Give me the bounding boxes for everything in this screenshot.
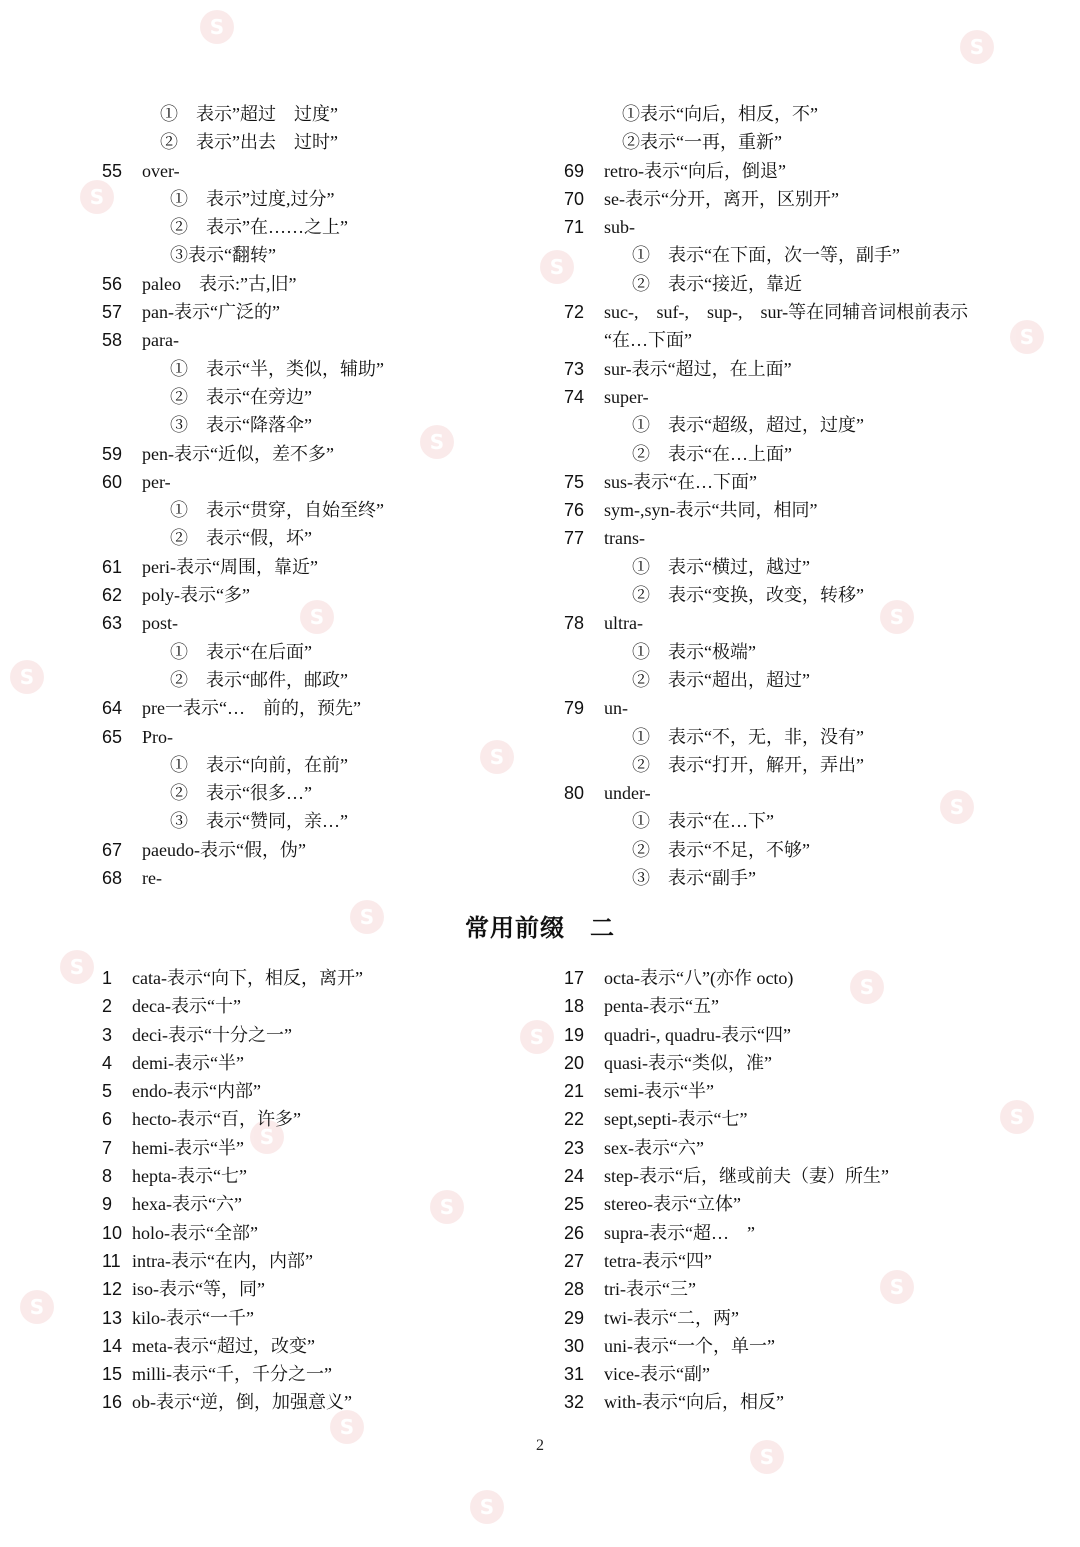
entry-text: supra-表示“超… ” (604, 1222, 755, 1243)
entry-number: 31 (564, 1364, 585, 1385)
prefix-entry (102, 836, 542, 864)
prefix-entry (564, 1049, 1044, 1077)
entry-text: deci-表示“十分之一” (132, 1024, 292, 1045)
entry-text: se-表示“分开，离开，区别开” (604, 188, 839, 209)
entry-text: “在…下面” (604, 330, 692, 351)
prefix-entry (564, 1105, 1044, 1133)
prefix-entry (564, 355, 1044, 383)
prefix-entry (564, 1077, 1044, 1105)
entry-number: 10 (102, 1222, 123, 1243)
prefix-entry (564, 1388, 1044, 1416)
entry-number: 57 (102, 302, 123, 323)
entry-text: suc-, suf-, sup-, sur-等在同辅音词根前表示 (604, 302, 969, 323)
entry-text: sept,septi-表示“七” (604, 1109, 748, 1130)
prefix-subentry (102, 241, 542, 269)
entry-text: penta-表示“五” (604, 996, 719, 1017)
entry-text: quasi-表示“类似，准” (604, 1052, 772, 1073)
prefix-entry (102, 298, 542, 326)
entry-number: 13 (102, 1307, 123, 1328)
entry-text: ② 表示“假，坏” (170, 528, 312, 549)
entry-text: super- (604, 386, 649, 407)
prefix-entry (102, 609, 542, 637)
entry-number: 6 (102, 1109, 113, 1130)
entry-text: ① 表示“在后面” (170, 641, 312, 662)
entry-number: 30 (564, 1335, 585, 1356)
entry-text: retro-表示“向后，倒退” (604, 160, 786, 181)
entry-number: 60 (102, 471, 123, 492)
prefix-entry (102, 326, 542, 354)
prefix-entry (102, 1332, 542, 1360)
prefix-entry (102, 1134, 542, 1162)
prefix-entry (102, 1049, 542, 1077)
prefix-subentry (102, 213, 542, 241)
entry-number: 78 (564, 613, 585, 634)
entry-text: Pro- (142, 726, 173, 747)
entry-text: ②表示“一再，重新” (622, 132, 782, 153)
entry-number: 19 (564, 1024, 585, 1045)
prefix-entry (564, 298, 1044, 326)
prefix-list-bottom-left (102, 964, 542, 1417)
entry-number: 12 (102, 1279, 123, 1300)
prefix-subentry (564, 723, 1044, 751)
prefix-list-bottom-right (564, 964, 1044, 1417)
entry-number: 59 (102, 443, 123, 464)
entry-text: para- (142, 330, 179, 351)
entry-number: 64 (102, 698, 123, 719)
prefix-entry (564, 1190, 1044, 1218)
entry-text: ① 表示”超过 过度” (160, 104, 338, 124)
entry-text: meta-表示“超过，改变” (132, 1335, 315, 1356)
entry-text: sub- (604, 217, 635, 238)
prefix-subentry (564, 411, 1044, 439)
entry-text: ② 表示”出去 过时” (160, 132, 338, 153)
prefix-subentry (564, 864, 1044, 892)
entry-text: pan-表示“广泛的” (142, 302, 280, 323)
entry-text: ② 表示“接近，靠近 (632, 273, 802, 294)
prefix-entry (564, 524, 1044, 552)
entry-number: 67 (102, 839, 123, 860)
prefix-entry (564, 383, 1044, 411)
entry-number: 15 (102, 1364, 123, 1385)
entry-text: iso-表示“等，同” (132, 1279, 265, 1300)
entry-text: ① 表示“横过，越过” (632, 556, 810, 577)
entry-number: 74 (564, 386, 585, 407)
prefix-entry (102, 157, 542, 185)
prefix-entry (564, 964, 1044, 992)
entry-text: over- (142, 160, 180, 181)
prefix-entry (102, 1275, 542, 1303)
entry-number: 20 (564, 1052, 585, 1073)
entry-text: step-表示“后，继或前夫（妻）所生” (604, 1166, 889, 1187)
entry-text: hemi-表示“半” (132, 1137, 244, 1158)
entry-number: 28 (564, 1279, 585, 1300)
prefix-entry (564, 185, 1044, 213)
entry-text: kilo-表示“一千” (132, 1307, 254, 1328)
watermark-logo-icon (20, 1290, 54, 1324)
entry-text: cata-表示“向下，相反，离开” (132, 968, 363, 988)
entry-number: 55 (102, 160, 123, 181)
entry-number: 76 (564, 500, 585, 521)
prefix-subentry (564, 836, 1044, 864)
entry-text: ① 表示“极端” (632, 641, 756, 662)
prefix-subentry (564, 128, 1044, 156)
prefix-entry (102, 694, 542, 722)
entry-text: ③ 表示“赞同，亲…” (170, 811, 348, 832)
entry-number: 2 (102, 996, 113, 1017)
prefix-entry (102, 723, 542, 751)
prefix-subentry (102, 751, 542, 779)
entry-number: 70 (564, 188, 585, 209)
entry-number: 32 (564, 1392, 585, 1413)
prefix-subentry (102, 185, 542, 213)
prefix-entry (102, 553, 542, 581)
prefix-entry (564, 1219, 1044, 1247)
entry-number: 7 (102, 1137, 113, 1158)
prefix-entry (102, 1190, 542, 1218)
prefix-entry (564, 779, 1044, 807)
entry-text: sym-,syn-表示“共同，相同” (604, 500, 818, 521)
entry-text: ③ 表示“副手” (632, 868, 756, 889)
entry-text: ② 表示”在……之上” (170, 217, 348, 238)
prefix-entry (564, 992, 1044, 1020)
entry-text: ② 表示“打开，解开，弄出” (632, 754, 864, 775)
prefix-entry (102, 964, 542, 992)
entry-text: ① 表示”过度,过分” (170, 188, 335, 209)
prefix-subentry (102, 128, 542, 156)
entry-number: 18 (564, 996, 585, 1017)
prefix-entry (102, 1162, 542, 1190)
entry-text: ② 表示“在…上面” (632, 443, 792, 464)
prefix-entry (102, 468, 542, 496)
prefix-entry (564, 1304, 1044, 1332)
entry-text: ② 表示“邮件，邮政” (170, 669, 348, 690)
entry-text: paeudo-表示“假，伪” (142, 839, 306, 860)
entry-text: un- (604, 698, 628, 719)
entry-number: 22 (564, 1109, 585, 1130)
watermark-logo-icon (470, 1490, 504, 1524)
entry-text: sur-表示“超过，在上面” (604, 358, 792, 379)
prefix-entry (102, 864, 542, 892)
entry-number: 65 (102, 726, 123, 747)
entry-number: 3 (102, 1024, 113, 1045)
entry-text: hepta-表示“七” (132, 1166, 247, 1187)
prefix-entry (564, 609, 1044, 637)
prefix-entry (564, 496, 1044, 524)
watermark-logo-icon (960, 30, 994, 64)
entry-text: hexa-表示“六” (132, 1194, 242, 1215)
prefix-entry (102, 1219, 542, 1247)
entry-number: 69 (564, 160, 585, 181)
prefix-entry (564, 694, 1044, 722)
entry-text: vice-表示“副” (604, 1364, 710, 1385)
entry-text: with-表示“向后，相反” (604, 1392, 784, 1413)
entry-number: 24 (564, 1166, 585, 1187)
prefix-entry (102, 1021, 542, 1049)
entry-text: ② 表示“在旁边” (170, 386, 312, 407)
entry-number: 68 (102, 868, 123, 889)
entry-text: ultra- (604, 613, 643, 634)
prefix-entry (102, 1247, 542, 1275)
entry-number: 14 (102, 1335, 123, 1356)
entry-number: 61 (102, 556, 123, 577)
entry-text: octa-表示“八”(亦作 octo) (604, 968, 794, 988)
prefix-subentry (564, 666, 1044, 694)
prefix-subentry (102, 355, 542, 383)
entry-text: trans- (604, 528, 645, 549)
prefix-entry (102, 1105, 542, 1133)
entry-text: ob-表示“逆，倒，加强意义” (132, 1392, 352, 1413)
prefix-entry (564, 1162, 1044, 1190)
entry-number: 80 (564, 783, 585, 804)
entry-number: 9 (102, 1194, 113, 1215)
entry-text: tri-表示“三” (604, 1279, 696, 1300)
entry-number: 58 (102, 330, 123, 351)
prefix-subentry (102, 383, 542, 411)
prefix-entry (564, 1332, 1044, 1360)
prefix-subentry (564, 326, 1044, 354)
prefix-subentry (564, 241, 1044, 269)
prefix-entry (564, 1134, 1044, 1162)
entry-text: deca-表示“十” (132, 996, 241, 1017)
entry-text: uni-表示“一个，单一” (604, 1335, 775, 1356)
entry-text: ② 表示“不足，不够” (632, 839, 810, 860)
entry-text: stereo-表示“立体” (604, 1194, 741, 1215)
prefix-entry (102, 440, 542, 468)
entry-number: 29 (564, 1307, 585, 1328)
entry-text: sex-表示“六” (604, 1137, 704, 1158)
entry-text: re- (142, 868, 162, 889)
entry-text: ③表示“翻转” (170, 245, 276, 266)
entry-number: 17 (564, 968, 585, 988)
entry-text: pre一表示“… 前的，预先” (142, 698, 361, 719)
entry-number: 25 (564, 1194, 585, 1215)
entry-text: tetra-表示“四” (604, 1250, 712, 1271)
prefix-subentry (564, 638, 1044, 666)
entry-number: 79 (564, 698, 585, 719)
entry-number: 27 (564, 1250, 585, 1271)
prefix-entry (564, 157, 1044, 185)
entry-number: 26 (564, 1222, 585, 1243)
prefix-entry (564, 1360, 1044, 1388)
entry-text: paleo 表示:”古,旧” (142, 273, 297, 294)
entry-text: quadri-, quadru-表示“四” (604, 1024, 791, 1045)
entry-number: 63 (102, 613, 123, 634)
prefix-subentry (102, 100, 542, 128)
prefix-subentry (564, 751, 1044, 779)
entry-text: semi-表示“半” (604, 1081, 714, 1102)
section-title: 常用前缀 二 (465, 914, 615, 942)
entry-text: hecto-表示“百，许多” (132, 1109, 301, 1130)
entry-text: twi-表示“二，两” (604, 1307, 739, 1328)
entry-text: pen-表示“近似，差不多” (142, 443, 334, 464)
entry-text: intra-表示“在内，内部” (132, 1250, 313, 1271)
prefix-subentry (102, 666, 542, 694)
entry-number: 75 (564, 471, 585, 492)
prefix-entry (102, 1304, 542, 1332)
entry-text: holo-表示“全部” (132, 1222, 258, 1243)
entry-number: 16 (102, 1392, 123, 1413)
entry-text: ① 表示“半，类似，辅助” (170, 358, 384, 379)
entry-number: 62 (102, 585, 123, 606)
entry-text: ③ 表示“降落伞” (170, 415, 312, 436)
entry-number: 72 (564, 302, 585, 323)
entry-number: 23 (564, 1137, 585, 1158)
prefix-list-top-right (564, 100, 1044, 892)
watermark-logo-icon (200, 10, 234, 44)
prefix-subentry (564, 440, 1044, 468)
prefix-subentry (102, 524, 542, 552)
entry-text: per- (142, 471, 171, 492)
entry-number: 1 (102, 968, 113, 988)
prefix-entry (102, 270, 542, 298)
entry-text: ① 表示“超级，超过，过度” (632, 415, 864, 436)
prefix-subentry (102, 411, 542, 439)
entry-number: 21 (564, 1081, 585, 1102)
page-number: 2 (536, 1437, 544, 1454)
entry-text: endo-表示“内部” (132, 1081, 261, 1102)
prefix-list-top-left (102, 100, 542, 892)
entry-number: 56 (102, 273, 123, 294)
entry-text: ② 表示“很多…” (170, 783, 312, 804)
prefix-entry (564, 468, 1044, 496)
entry-text: ① 表示“贯穿，自始至终” (170, 500, 384, 521)
entry-text: milli-表示“千，千分之一” (132, 1364, 332, 1385)
prefix-entry (564, 1275, 1044, 1303)
watermark-logo-icon (10, 660, 44, 694)
prefix-entry (102, 992, 542, 1020)
prefix-subentry (102, 638, 542, 666)
entry-number: 71 (564, 217, 585, 238)
entry-text: ① 表示“在下面，次一等，副手” (632, 245, 900, 266)
prefix-subentry (564, 807, 1044, 835)
prefix-entry (564, 1021, 1044, 1049)
entry-text: poly-表示“多” (142, 585, 250, 606)
prefix-entry (102, 581, 542, 609)
entry-text: ① 表示“在…下” (632, 811, 774, 832)
prefix-subentry (564, 581, 1044, 609)
prefix-entry (102, 1360, 542, 1388)
prefix-subentry (102, 496, 542, 524)
watermark-logo-icon (60, 950, 94, 984)
prefix-subentry (102, 807, 542, 835)
entry-number: 11 (102, 1250, 121, 1271)
entry-number: 8 (102, 1166, 113, 1187)
entry-text: peri-表示“周围，靠近” (142, 556, 318, 577)
prefix-entry (102, 1388, 542, 1416)
entry-text: sus-表示“在…下面” (604, 471, 757, 492)
entry-text: post- (142, 613, 178, 634)
prefix-entry (564, 1247, 1044, 1275)
prefix-subentry (564, 100, 1044, 128)
entry-text: ① 表示“向前，在前” (170, 754, 348, 775)
entry-text: ①表示“向后，相反，不” (622, 104, 818, 124)
entry-text: under- (604, 783, 651, 804)
entry-number: 77 (564, 528, 585, 549)
prefix-entry (564, 213, 1044, 241)
prefix-subentry (564, 270, 1044, 298)
entry-text: demi-表示“半” (132, 1052, 244, 1073)
entry-text: ② 表示“变换，改变，转移” (632, 585, 864, 606)
prefix-entry (102, 1077, 542, 1105)
entry-text: ① 表示“不，无，非，没有” (632, 726, 864, 747)
prefix-subentry (564, 553, 1044, 581)
entry-number: 5 (102, 1081, 113, 1102)
prefix-subentry (102, 779, 542, 807)
entry-text: ② 表示“超出，超过” (632, 669, 810, 690)
entry-number: 73 (564, 358, 585, 379)
entry-number: 4 (102, 1052, 113, 1073)
